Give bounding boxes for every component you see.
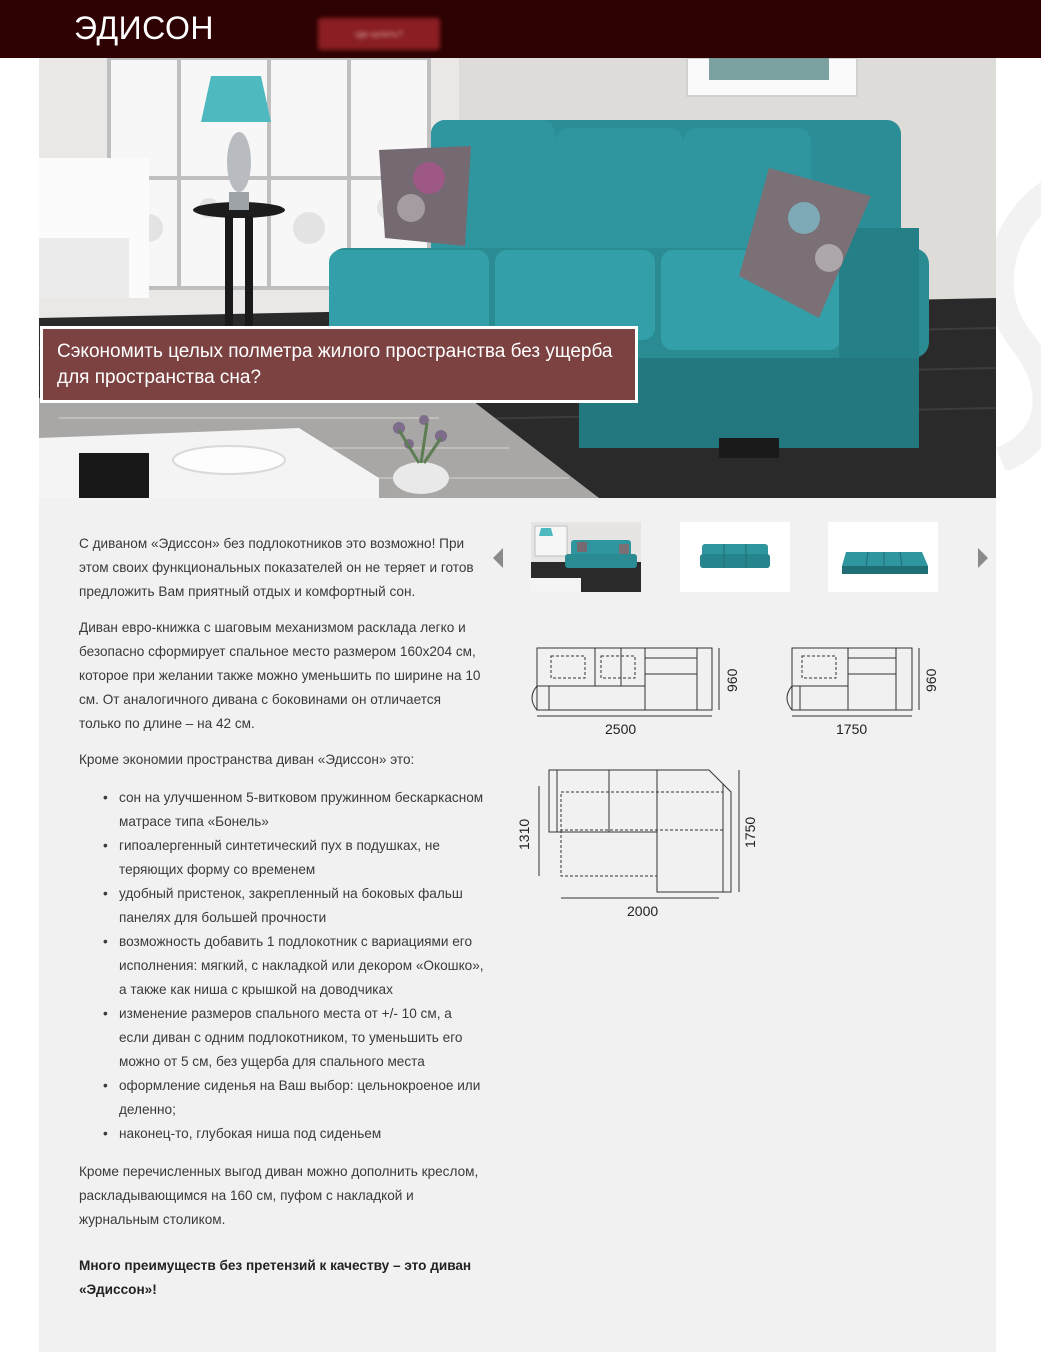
gallery-prev-arrow-icon[interactable] xyxy=(489,545,509,571)
brand-logo[interactable]: ЭДИСОН xyxy=(74,10,215,46)
where-to-buy-link[interactable]: где купить? xyxy=(318,18,440,50)
dimension-label: 2500 xyxy=(605,721,637,737)
list-intro: Кроме экономии пространства диван «Эдиссон» это: xyxy=(79,752,415,767)
dimension-label: 960 xyxy=(923,668,939,692)
product-description xyxy=(79,532,484,1314)
gallery-thumbnail-sofa-front[interactable] xyxy=(680,522,790,592)
list-item: • наконец-то, глубокая ниша под сиденьем xyxy=(79,1122,484,1146)
list-item: • сон на улучшенном 5-витковом пружинном бескаркасном матрасе типа «Бонель» xyxy=(79,786,484,834)
dimension-label: 1750 xyxy=(836,721,868,737)
gallery-thumbnail-sofa-bed[interactable] xyxy=(828,522,938,592)
hero-caption: Сэкономить целых полметра жилого пространства без ущерба для пространства сна? xyxy=(40,326,638,403)
list-item: • оформление сиденья на Ваш выбор: цельнокроеное или деленно; xyxy=(79,1074,484,1122)
schematic-sofa-2500 xyxy=(509,636,749,751)
list-item: • изменение размеров спального места от +/- 10 см, а если диван с одним подлокотником, то уменьшить его можно от 5 см, без ущерба для спального места xyxy=(79,1002,484,1074)
product-content xyxy=(39,498,996,1352)
list-item: • удобный пристенок, закрепленный на боковых фальш панелях для большей прочности xyxy=(79,882,484,930)
schematic-corner-sofa xyxy=(509,764,769,929)
hero-image xyxy=(39,58,996,498)
gallery-thumbnail-interior[interactable] xyxy=(531,522,641,592)
dimension-label: 2000 xyxy=(627,903,659,919)
dimension-label: 1310 xyxy=(516,818,532,850)
intro-paragraph: С диваном «Эдиссон» без подлокотников это возможно! При этом своих функциональных показателей он не теряет и готов предложить Вам приятный отдых и комфортный сон. xyxy=(79,536,474,599)
mechanism-paragraph: Диван евро-книжка с шаговым механизмом раскладa легко и безопасно сформирует спальное место размером 160х204 см, которое при желании также можно уменьшить по ширине на 10 см. От аналогичного дивана с боковинами он отличается только по длине – на 42 см. xyxy=(79,620,481,731)
conclusion-paragraph: Много преимуществ без претензий к качеству – это диван «Эдиссон»! xyxy=(79,1258,472,1297)
site-header xyxy=(0,0,1041,58)
gallery-next-arrow-icon[interactable] xyxy=(972,545,992,571)
dimension-label: 960 xyxy=(724,668,740,692)
schematic-sofa-1750 xyxy=(764,636,954,751)
features-list xyxy=(79,786,484,1146)
dimension-label: 1750 xyxy=(742,816,758,848)
list-item: • возможность добавить 1 подлокотник с вариациями его исполнения: мягкий, с накладкой или декором «Окошко», а также как ниша с крышкой на доводчиках xyxy=(79,930,484,1002)
living-room-sofa-illustration xyxy=(39,58,996,498)
list-item: • гипоалергенный синтетический пух в подушках, не теряющих форму со временем xyxy=(79,834,484,882)
extras-paragraph: Кроме перечисленных выгод диван можно дополнить креслом, раскладывающимся на 160 см, пуфом с накладкой и журнальным столиком. xyxy=(79,1164,479,1227)
